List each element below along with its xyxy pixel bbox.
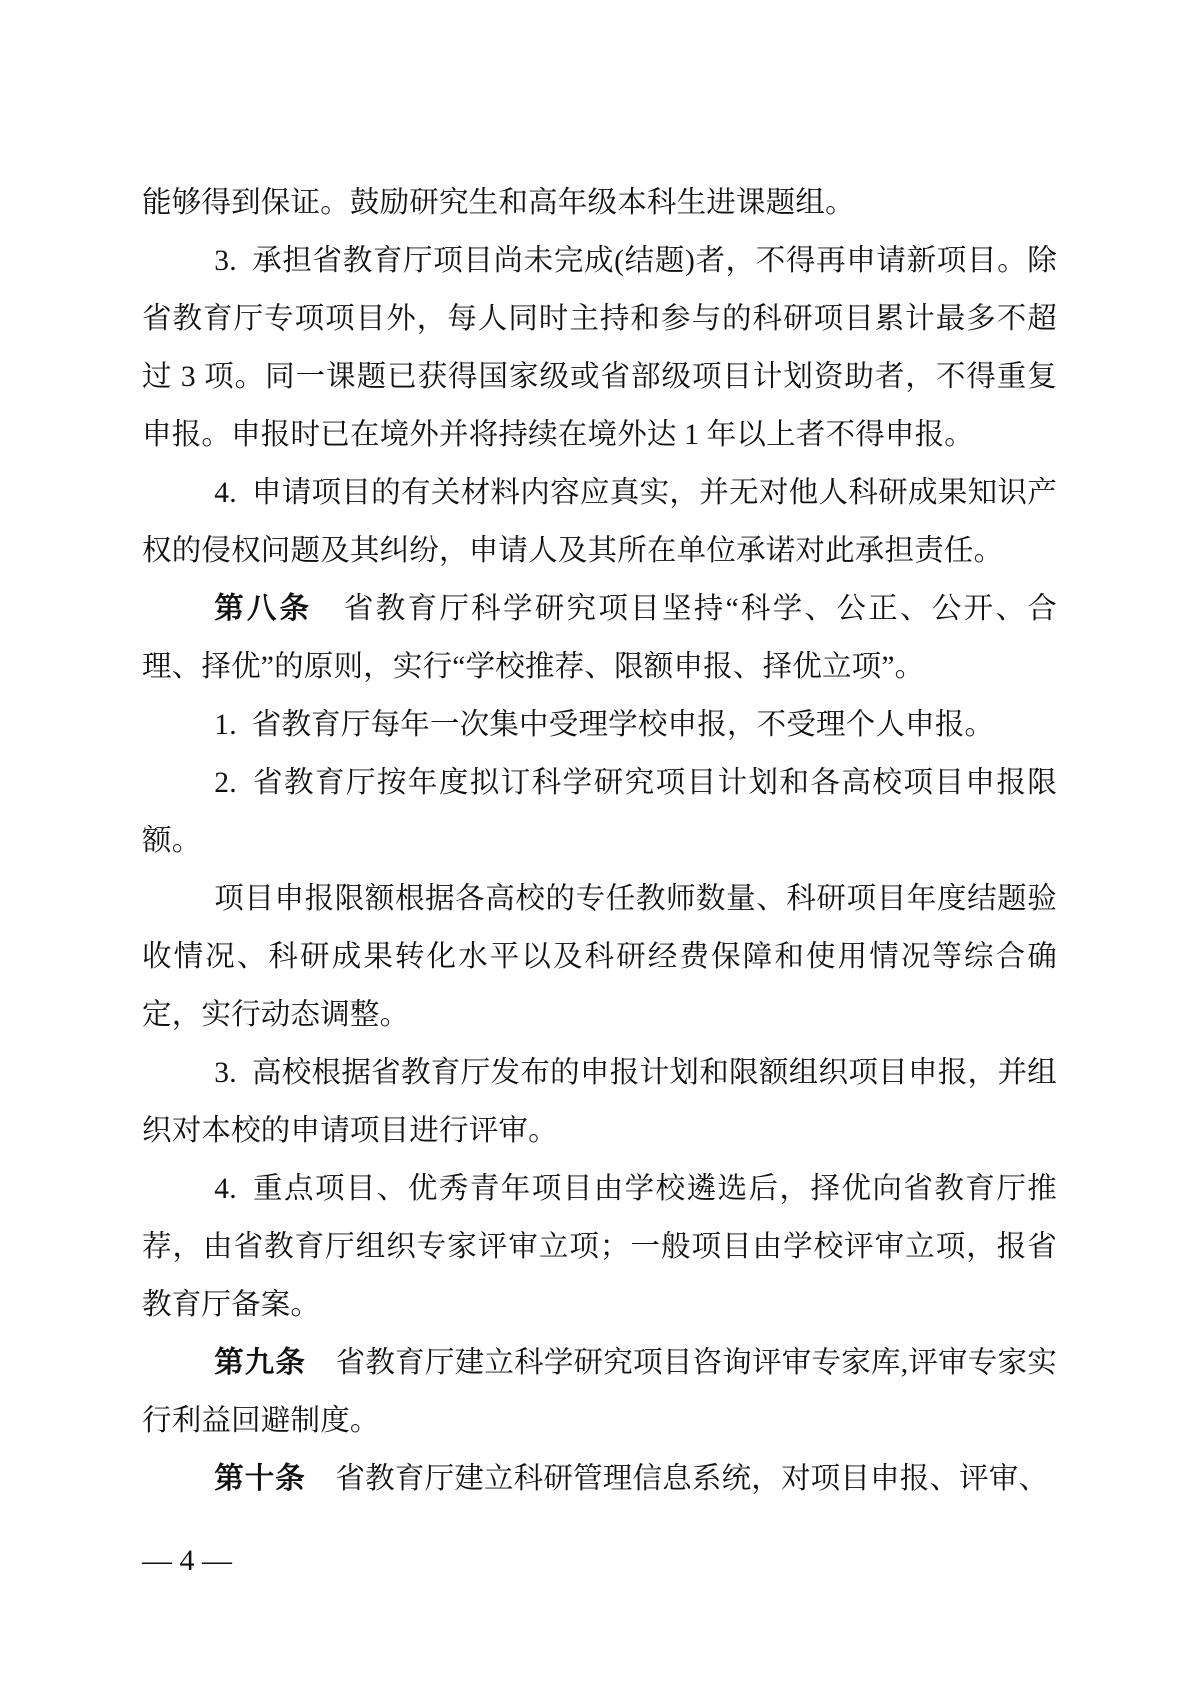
- paragraph-text: 3. 承担省教育厅项目尚未完成(结题)者，不得再申请新项目。除省教育厅专项项目外，每人同时主持和参与的科研项目累计最多不超过 3 项。同一课题已获得国家级或省部级项目计划资助者，不得重复申报。申报时已在境外并将持续在境外达 1 年以上者不得申报。: [142, 245, 1057, 451]
- paragraph: [142, 696, 1057, 754]
- paragraph-text: 4. 重点项目、优秀青年项目由学校遴选后，择优向省教育厅推荐，由省教育厅组织专家评审立项；一般项目由学校评审立项，报省教育厅备案。: [142, 1173, 1057, 1321]
- article-heading: 第十条: [214, 1462, 306, 1495]
- article-heading: 第八条: [214, 592, 313, 625]
- paragraph: [142, 232, 1057, 464]
- paragraph: [142, 870, 1057, 1044]
- paragraph: [142, 1160, 1057, 1334]
- paragraph-text: 3. 高校根据省教育厅发布的申报计划和限额组织项目申报，并组织对本校的申请项目进行评审。: [142, 1057, 1057, 1147]
- paragraph-text: 省教育厅建立科研管理信息系统，对项目申报、评审、: [305, 1463, 1049, 1495]
- paragraph: [142, 174, 1057, 232]
- page-footer: [142, 1544, 232, 1578]
- article-heading: 第九条: [214, 1346, 306, 1379]
- paragraph-text: 省教育厅科学研究项目坚持“科学、公正、公开、合理、择优”的原则，实行“学校推荐、限额申报、择优立项”。: [142, 593, 1057, 683]
- paragraph: [142, 754, 1057, 870]
- paragraph-text: 能够得到保证。鼓励研究生和高年级本科生进课题组。: [142, 187, 855, 219]
- paragraph: [142, 580, 1057, 696]
- paragraph-text: 省教育厅建立科学研究项目咨询评审专家库,评审专家实行利益回避制度。: [142, 1347, 1057, 1437]
- paragraph-text: 4. 申请项目的有关材料内容应真实，并无对他人科研成果知识产权的侵权问题及其纠纷，申请人及其所在单位承诺对此承担责任。: [142, 477, 1057, 567]
- paragraph-text: 项目申报限额根据各高校的专任教师数量、科研项目年度结题验收情况、科研成果转化水平以及科研经费保障和使用情况等综合确定，实行动态调整。: [142, 883, 1057, 1031]
- paragraph: [142, 464, 1057, 580]
- paragraph: [142, 1334, 1057, 1450]
- paragraph-text: 1. 省教育厅每年一次集中受理学校申报，不受理个人申报。: [214, 709, 995, 741]
- page-number: — 4 —: [142, 1544, 232, 1577]
- paragraph-text: 2. 省教育厅按年度拟订科学研究项目计划和各高校项目申报限额。: [142, 767, 1057, 857]
- document-body: [142, 174, 1057, 1508]
- paragraph: [142, 1044, 1057, 1160]
- paragraph: [142, 1450, 1057, 1508]
